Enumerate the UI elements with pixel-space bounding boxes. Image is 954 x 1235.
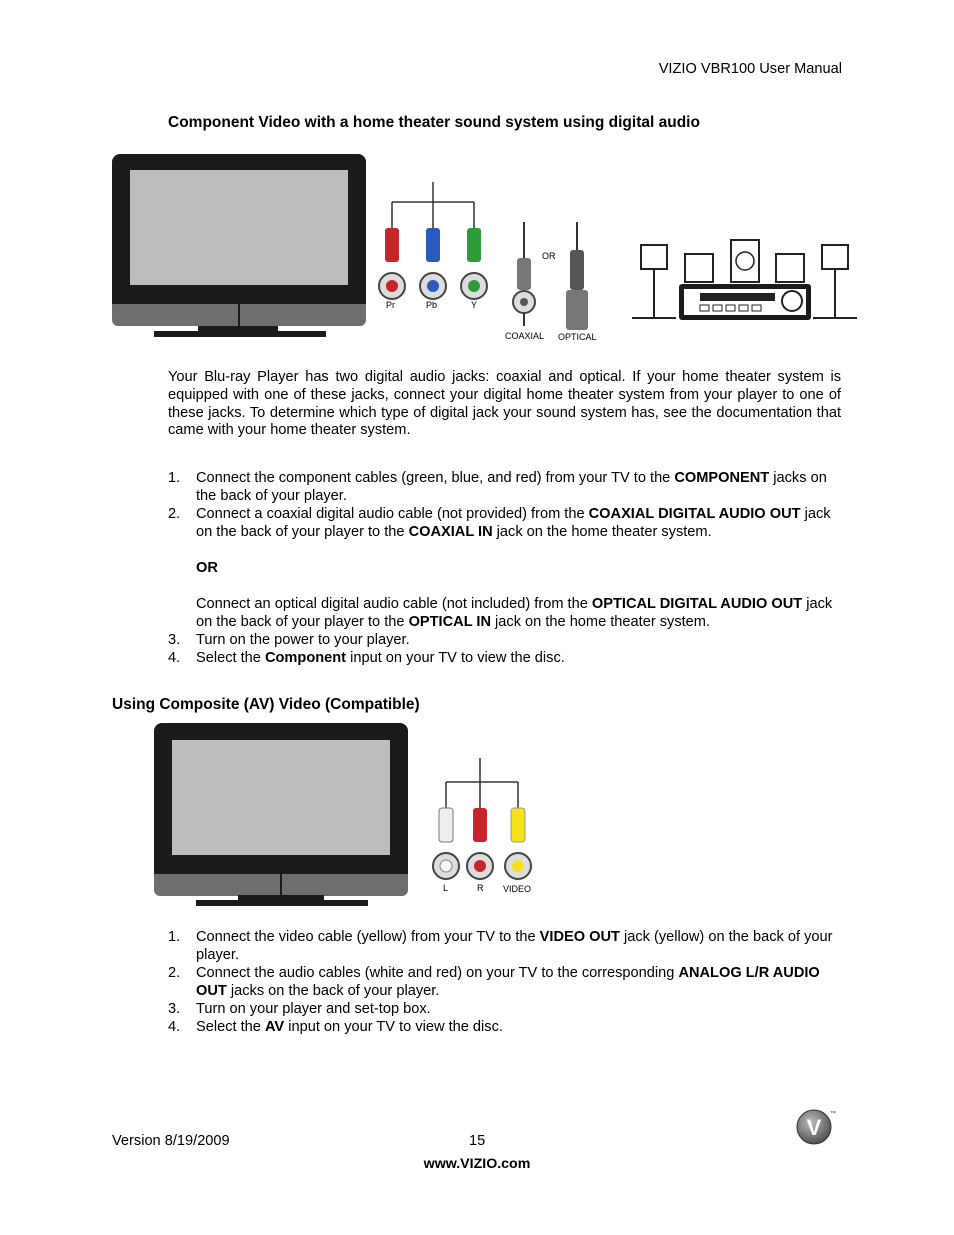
logo-trademark: ™ [830,1111,836,1117]
optical-label: OPTICAL [558,332,597,342]
jack-label-l: L [443,883,449,893]
step-text: Select the [196,650,265,666]
step-text: jacks on the back of your player. [196,470,827,504]
step-emphasis: COAXIAL DIGITAL AUDIO OUT [588,506,801,522]
step-emphasis: COAXIAL IN [408,524,493,540]
coaxial-label: COAXIAL [505,331,545,341]
section-heading-component: Component Video with a home theater sound system using digital audio [168,114,700,131]
step-number: 3. [168,1001,181,1017]
step-number: 2. [168,965,181,981]
step-number: 4. [168,1019,181,1035]
footer-page-number: 15 [469,1133,486,1149]
step-emphasis: OPTICAL DIGITAL AUDIO OUT [591,596,803,612]
step-emphasis: VIDEO OUT [539,929,620,945]
jack-label-video: VIDEO [503,884,532,894]
component-connection-diagram [110,150,860,350]
composite-cables [433,758,531,894]
jack-label-pr: Pr [386,300,395,310]
step-text: Turn on your player and set-top box. [196,1001,431,1017]
list-item [168,1018,841,1036]
tv-illustration [154,723,408,906]
list-item [168,964,841,1000]
tv-illustration [112,154,366,337]
jack-label-r: R [477,883,484,893]
footer-version: Version 8/19/2009 [112,1133,230,1149]
step-text: jack on the back of your player to the [196,596,833,630]
step-emphasis: AV [264,1019,285,1035]
step-number: 3. [168,632,181,648]
section-heading-composite: Using Composite (AV) Video (Compatible) [112,696,420,713]
component-steps-list [168,469,841,667]
list-item [168,469,841,505]
step-text: jack on the back of your player to the [196,506,831,540]
step-text: Turn on the power to your player. [196,632,410,648]
vizio-logo-icon [795,1107,837,1147]
step-text: jack on the home theater system. [491,614,711,630]
step-text: Connect the audio cables (white and red) on your TV to the corresponding [196,965,679,981]
logo-letter: V [806,1115,822,1140]
step-number: 2. [168,506,181,522]
document-header-title: VIZIO VBR100 User Manual [658,61,842,77]
step-text: Connect the component cables (green, blue, and red) from your TV to the [196,470,675,486]
step-text: jacks on the back of your player. [226,983,440,999]
step-text: jack on the home theater system. [492,524,712,540]
jack-label-pb: Pb [426,300,438,310]
step-number: 4. [168,650,181,666]
step-text: input on your TV to view the disc. [284,1019,503,1035]
list-item [168,649,841,667]
step-text: Connect the video cable (yellow) from your TV to the [196,929,540,945]
step-number: 1. [168,470,181,486]
step-text: Select the [196,1019,265,1035]
list-item [168,928,841,964]
step-emphasis: COMPONENT [674,470,770,486]
list-item [168,1000,841,1018]
step-text: Connect an optical digital audio cable (not included) from the [196,596,592,612]
composite-connection-diagram [152,720,547,910]
or-separator: OR [196,560,218,576]
step-emphasis: ANALOG L/R AUDIO OUT [196,965,820,999]
jack-label-y: Y [471,300,478,310]
footer-website: www.VIZIO.com [423,1156,531,1172]
list-item [168,631,841,649]
list-item [168,505,841,631]
step-emphasis: Component [264,650,347,666]
digital-audio-intro-paragraph: Your Blu-ray Player has two digital audio jacks: coaxial and optical. If your home theater system is equipped with one of these jacks, connect your digital home theater system from your player to one of these jacks. To determine which type of digital jack your sound system has, see the documentation that came with your home theater system. [168,369,841,439]
component-cables [379,182,487,310]
step-number: 1. [168,929,181,945]
digital-audio-cables [505,222,597,342]
or-label: OR [542,251,556,261]
home-theater-system-illustration [632,240,857,320]
composite-steps-list [168,928,841,1036]
step-text: jack (yellow) on the back of your player. [196,929,833,963]
step-emphasis: OPTICAL IN [408,614,491,630]
step-text: input on your TV to view the disc. [346,650,565,666]
step-text: Connect a coaxial digital audio cable (not provided) from the [196,506,589,522]
